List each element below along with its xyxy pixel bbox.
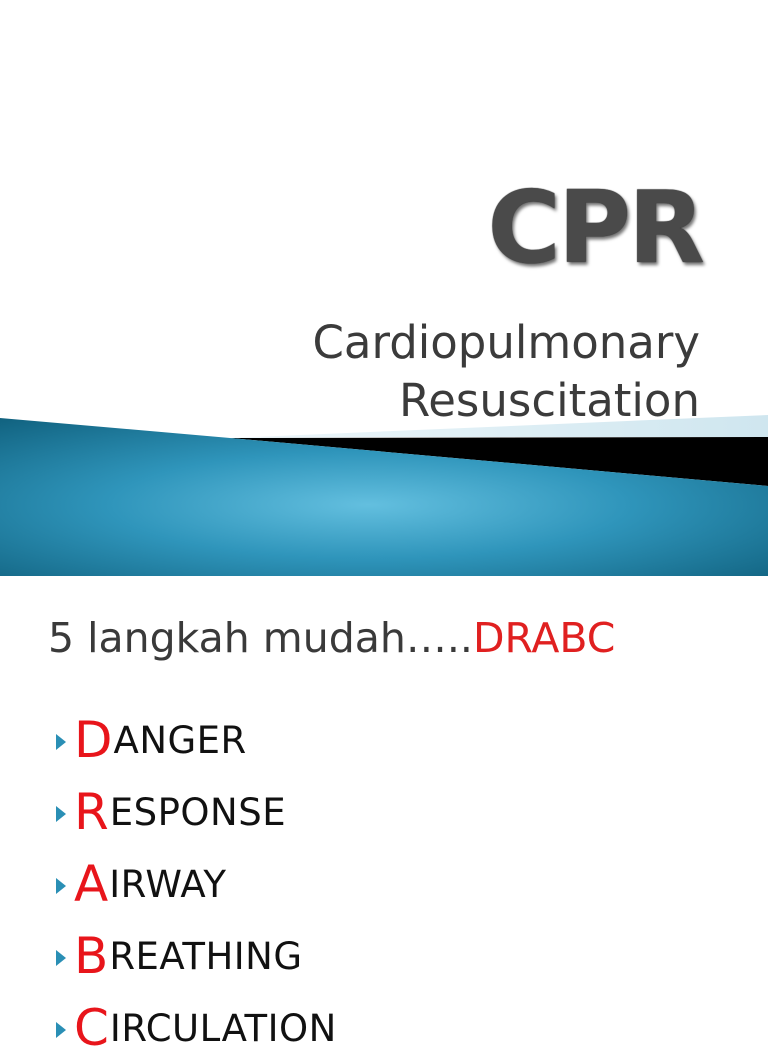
slide-title: CPR — [487, 169, 702, 286]
triangle-bullet-icon — [56, 806, 66, 822]
drabc-steps-list — [56, 704, 337, 1064]
drabc-slide — [0, 576, 768, 1057]
list-item — [56, 776, 337, 848]
drabc-heading — [48, 614, 616, 662]
step-initial: R — [74, 783, 109, 841]
list-item — [56, 848, 337, 920]
list-item — [56, 920, 337, 992]
step-rest: ESPONSE — [109, 790, 287, 834]
list-item — [56, 704, 337, 776]
subtitle-line-2: Resuscitation — [398, 374, 700, 427]
list-item — [56, 992, 337, 1064]
step-rest: REATHING — [109, 934, 303, 978]
triangle-bullet-icon — [56, 950, 66, 966]
heading-accent: DRABC — [472, 614, 616, 662]
step-rest: IRCULATION — [109, 1006, 337, 1050]
step-initial: D — [74, 711, 113, 769]
subtitle-line-1: Cardiopulmonary — [312, 316, 700, 369]
slide-subtitle — [180, 314, 700, 430]
step-rest: IRWAY — [109, 862, 227, 906]
step-initial: A — [74, 855, 109, 913]
step-rest: ANGER — [113, 718, 247, 762]
heading-prefix: 5 langkah mudah….. — [48, 614, 473, 662]
step-initial: C — [74, 999, 109, 1057]
step-initial: B — [74, 927, 109, 985]
triangle-bullet-icon — [56, 878, 66, 894]
triangle-bullet-icon — [56, 734, 66, 750]
triangle-bullet-icon — [56, 1022, 66, 1038]
